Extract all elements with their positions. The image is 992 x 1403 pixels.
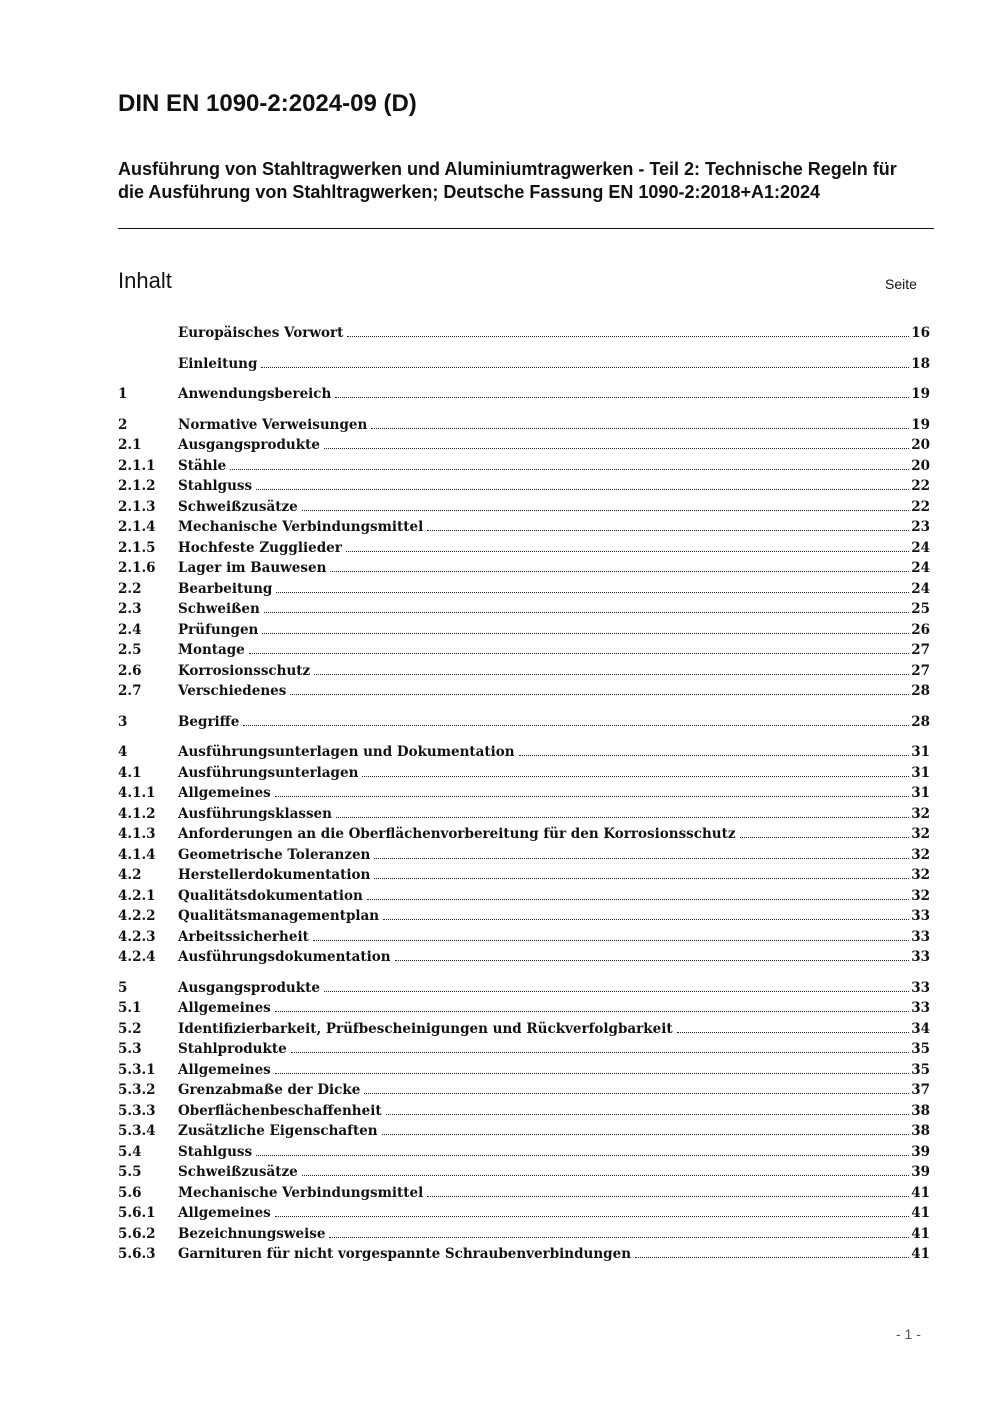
toc-entry-label: Lager im Bauwesen [178,560,327,576]
toc-entry-number: 2.7 [118,683,142,699]
toc-entry[interactable] [118,1244,930,1265]
toc-entry[interactable] [118,865,930,886]
document-title: DIN EN 1090-2:2024-09 (D) [118,90,417,117]
toc-entry-label: Schweißzusätze [178,1164,298,1180]
toc-entry-page: 41 [911,1246,930,1262]
toc-entry-number: 1 [118,386,128,402]
toc-entry-label: Ausführungsklassen [178,805,332,822]
toc-leader-dots [275,796,909,797]
toc-entry-number: 2.1.6 [118,560,156,576]
toc-entry[interactable] [118,845,930,866]
toc-entry-label: Allgemeines [178,1061,271,1078]
toc-entry-page: 35 [911,1041,930,1057]
toc-entry-label: Anwendungsbereich [178,386,332,402]
toc-entry-number: 5.3 [118,1041,142,1057]
toc-entry-page: 31 [911,785,930,801]
toc-entry[interactable] [118,476,930,497]
toc-entry-label: Ausführungsdokumentation [178,949,391,965]
toc-entry-page: 28 [911,713,930,730]
toc-leader-dots [677,1032,910,1033]
toc-entry[interactable] [118,1039,930,1060]
toc-entry-number: 2 [118,416,128,433]
toc-entry[interactable] [118,1142,930,1163]
toc-entry[interactable] [118,640,930,661]
toc-entry-label: Herstellerdokumentation [178,867,371,883]
toc-entry-page: 18 [911,355,930,372]
toc-entry[interactable] [118,1019,930,1040]
toc-entry-label: Allgemeines [178,1000,271,1016]
toc-entry-number: 3 [118,713,128,730]
toc-entry-page: 24 [911,560,930,576]
toc-entry-number: 4.2.2 [118,908,156,924]
toc-entry[interactable] [118,763,930,784]
toc-leader-dots [347,336,909,337]
toc-entry-label: Grenzabmaße der Dicke [178,1082,361,1098]
toc-leader-dots [275,1011,909,1012]
toc-entry-number: 5.6.3 [118,1246,156,1262]
toc-entry-page: 24 [911,580,930,597]
toc-entry[interactable] [118,384,930,405]
toc-leader-dots [314,674,909,675]
toc-entry-number: 4.2 [118,867,142,883]
toc-entry-page: 32 [911,805,930,822]
toc-entry-number: 4.1 [118,764,142,781]
toc-entry-page: 41 [911,1184,930,1201]
toc-entry-number: 4.1.4 [118,846,156,863]
page-number: - 1 - [896,1326,921,1342]
toc-entry-page: 22 [911,478,930,494]
toc-leader-dots [367,899,909,900]
toc-leader-dots [329,1237,909,1238]
toc-leader-dots [262,633,909,634]
toc-entry-page: 22 [911,498,930,515]
toc-entry[interactable] [118,824,930,845]
toc-entry-number: 2.1.5 [118,539,156,556]
toc-entry-number: 5.2 [118,1020,142,1037]
toc-entry[interactable] [118,620,930,641]
toc-leader-dots [256,1155,909,1156]
toc-leader-dots [313,940,909,941]
toc-entry-page: 32 [911,846,930,863]
toc-entry-label: Qualitätsmanagementplan [178,908,380,924]
toc-entry-label: Qualitätsdokumentation [178,887,363,904]
toc-entry-number: 4.2.1 [118,887,156,904]
toc-leader-dots [243,725,909,726]
document-subtitle: Ausführung von Stahltragwerken und Aluminiumtragwerken - Teil 2: Technische Regeln für die Ausführung von Stahltragwerken; Deutsche Fassung EN 1090-2:2018+A1:2024 [118,159,897,202]
toc-entry-page: 27 [911,662,930,679]
toc-entry-label: Schweißzusätze [178,498,298,515]
toc-entry-label: Begriffe [178,713,240,730]
toc-entry-page: 20 [911,457,930,474]
page-column-label: Seite [885,276,917,292]
toc-entry-page: 32 [911,826,930,842]
toc-entry[interactable] [118,1203,930,1224]
toc-entry[interactable] [118,804,930,825]
toc-entry-label: Einleitung [178,355,258,372]
toc-entry-label: Hochfeste Zugglieder [178,539,342,556]
toc-leader-dots [275,1216,909,1217]
toc-entry-label: Identifizierbarkeit, Prüfbescheinigungen und Rückverfolgbarkeit [178,1020,673,1037]
toc-leader-dots [264,612,909,613]
toc-entry[interactable] [118,712,930,733]
toc-entry[interactable] [118,1080,930,1101]
toc-entry[interactable] [118,998,930,1019]
toc-entry-number: 2.1.2 [118,478,156,494]
toc-entry-label: Garnituren für nicht vorgespannte Schraubenverbindungen [178,1246,632,1262]
toc-entry-number: 2.5 [118,642,142,658]
toc-entry-label: Allgemeines [178,785,271,801]
toc-entry[interactable] [118,1162,930,1183]
toc-entry-label: Bearbeitung [178,580,273,597]
toc-entry[interactable] [118,1101,930,1122]
toc-entry[interactable] [118,886,930,907]
toc-entry-label: Anforderungen an die Oberflächenvorbereitung für den Korrosionsschutz [178,826,736,842]
toc-entry[interactable] [118,906,930,927]
toc-leader-dots [519,755,910,756]
toc-leader-dots [324,448,909,449]
toc-entry-label: Bezeichnungsweise [178,1225,326,1242]
toc-entry-page: 37 [911,1082,930,1098]
toc-entry[interactable] [118,435,930,456]
toc-leader-dots [371,428,909,429]
toc-entry-page: 38 [911,1102,930,1119]
toc-leader-dots [740,837,910,838]
toc-entry-page: 19 [911,386,930,402]
toc-entry[interactable] [118,947,930,968]
toc-entry-page: 16 [911,325,930,341]
toc-leader-dots [427,1196,909,1197]
toc-entry-page: 33 [911,979,930,996]
toc-entry[interactable] [118,599,930,620]
toc-leader-dots [230,469,909,470]
toc-leader-dots [382,1134,910,1135]
toc-entry-page: 38 [911,1123,930,1139]
toc-entry-number: 2.1.1 [118,457,156,474]
toc-entry[interactable] [118,456,930,477]
toc-entry[interactable] [118,354,930,375]
toc-leader-dots [635,1257,909,1258]
toc-entry-number: 5.3.1 [118,1061,156,1078]
toc-entry-page: 32 [911,867,930,883]
toc-entry-number: 5.6.2 [118,1225,156,1242]
toc-entry-label: Normative Verweisungen [178,416,368,433]
toc-entry-page: 39 [911,1164,930,1180]
toc-entry-label: Ausführungsunterlagen und Dokumentation [178,744,515,760]
toc-entry-number: 5.6.1 [118,1205,156,1221]
toc-entry-label: Ausführungsunterlagen [178,764,359,781]
toc-entry-label: Schweißen [178,601,260,617]
toc-entry[interactable] [118,681,930,702]
toc-entry[interactable] [118,558,930,579]
toc-leader-dots [362,776,909,777]
toc-entry[interactable] [118,742,930,763]
toc-entry-page: 31 [911,744,930,760]
toc-entry[interactable] [118,927,930,948]
toc-leader-dots [290,694,909,695]
toc-entry[interactable] [118,1183,930,1204]
toc-entry-number: 2.1.3 [118,498,156,515]
toc-leader-dots [276,592,909,593]
toc-leader-dots [330,571,909,572]
toc-entry-number: 4 [118,744,128,760]
toc-entry[interactable] [118,978,930,999]
toc-entry-label: Ausgangsprodukte [178,437,320,453]
toc-entry-label: Europäisches Vorwort [178,325,344,341]
toc-leader-dots [346,551,909,552]
toc-entry[interactable] [118,1224,930,1245]
toc-entry-page: 28 [911,683,930,699]
toc-entry-page: 33 [911,1000,930,1016]
toc-entry-number: 4.1.1 [118,785,156,801]
toc-entry-page: 19 [911,416,930,433]
toc-entry[interactable] [118,517,930,538]
toc-entry-label: Mechanische Verbindungsmittel [178,1184,424,1201]
toc-entry-number: 5.5 [118,1164,142,1180]
toc-leader-dots [427,530,909,531]
toc-leader-dots [261,367,909,368]
toc-leader-dots [374,878,909,879]
toc-entry-page: 24 [911,539,930,556]
toc-entry-label: Mechanische Verbindungsmittel [178,519,424,535]
toc-entry[interactable] [118,323,930,344]
toc-entry-label: Oberflächenbeschaffenheit [178,1102,382,1119]
toc-entry-number: 2.6 [118,662,142,679]
toc-leader-dots [364,1093,909,1094]
toc-entry-number: 4.1.3 [118,826,156,842]
toc-entry[interactable] [118,415,930,436]
toc-entry-number: 5.6 [118,1184,142,1201]
toc-entry-label: Stahlguss [178,1143,253,1160]
toc-entry-label: Arbeitssicherheit [178,928,309,945]
toc-entry-number: 2.3 [118,601,142,617]
toc-entry[interactable] [118,538,930,559]
toc-entry-label: Stähle [178,457,227,474]
toc-leader-dots [336,817,909,818]
toc-entry-number: 4.2.3 [118,928,156,945]
toc-entry-label: Stahlprodukte [178,1041,287,1057]
toc-entry-number: 4.2.4 [118,949,156,965]
toc-entry-page: 41 [911,1225,930,1242]
toc-entry[interactable] [118,783,930,804]
toc-entry-page: 25 [911,601,930,617]
toc-entry-number: 2.1.4 [118,519,156,535]
toc-entry-number: 5.3.2 [118,1082,156,1098]
toc-entry[interactable] [118,1121,930,1142]
toc-entry-page: 31 [911,764,930,781]
toc-entry-label: Allgemeines [178,1205,271,1221]
toc-entry-label: Geometrische Toleranzen [178,846,371,863]
toc-entry-number: 5.1 [118,1000,142,1016]
toc-entry-number: 5.3.4 [118,1123,156,1139]
toc-entry-label: Verschiedenes [178,683,287,699]
title-divider [118,228,934,229]
toc-entry-page: 33 [911,949,930,965]
toc-entry-number: 5.4 [118,1143,142,1160]
toc-entry[interactable] [118,661,930,682]
toc-entry-page: 26 [911,621,930,638]
toc-leader-dots [302,510,910,511]
toc-entry-label: Korrosionsschutz [178,662,311,679]
toc-entry-page: 27 [911,642,930,658]
toc-entry[interactable] [118,579,930,600]
toc-entry-page: 35 [911,1061,930,1078]
toc-entry-label: Prüfungen [178,621,259,638]
toc-entry-number: 5 [118,979,128,996]
toc-leader-dots [374,858,909,859]
toc-entry-number: 2.1 [118,437,142,453]
toc-entry-page: 39 [911,1143,930,1160]
toc-leader-dots [386,1114,910,1115]
toc-leader-dots [383,919,909,920]
toc-entry-label: Ausgangsprodukte [178,979,320,996]
toc-entry-page: 41 [911,1205,930,1221]
toc-entry-number: 2.4 [118,621,142,638]
toc-entry-number: 2.2 [118,580,142,597]
toc-entry-label: Stahlguss [178,478,253,494]
table-of-contents [118,323,930,1265]
toc-entry-number: 4.1.2 [118,805,156,822]
toc-leader-dots [249,653,909,654]
toc-entry[interactable] [118,497,930,518]
toc-heading: Inhalt [118,268,172,293]
toc-entry[interactable] [118,1060,930,1081]
toc-leader-dots [302,1175,910,1176]
toc-leader-dots [335,397,909,398]
toc-entry-page: 20 [911,437,930,453]
toc-leader-dots [395,960,910,961]
toc-leader-dots [324,991,909,992]
toc-leader-dots [291,1052,910,1053]
toc-entry-label: Zusätzliche Eigenschaften [178,1123,378,1139]
toc-entry-number: 5.3.3 [118,1102,156,1119]
toc-leader-dots [275,1073,909,1074]
toc-entry-page: 33 [911,908,930,924]
toc-entry-page: 32 [911,887,930,904]
toc-entry-page: 33 [911,928,930,945]
toc-entry-page: 34 [911,1020,930,1037]
toc-leader-dots [256,489,909,490]
toc-entry-page: 23 [911,519,930,535]
toc-entry-label: Montage [178,642,245,658]
